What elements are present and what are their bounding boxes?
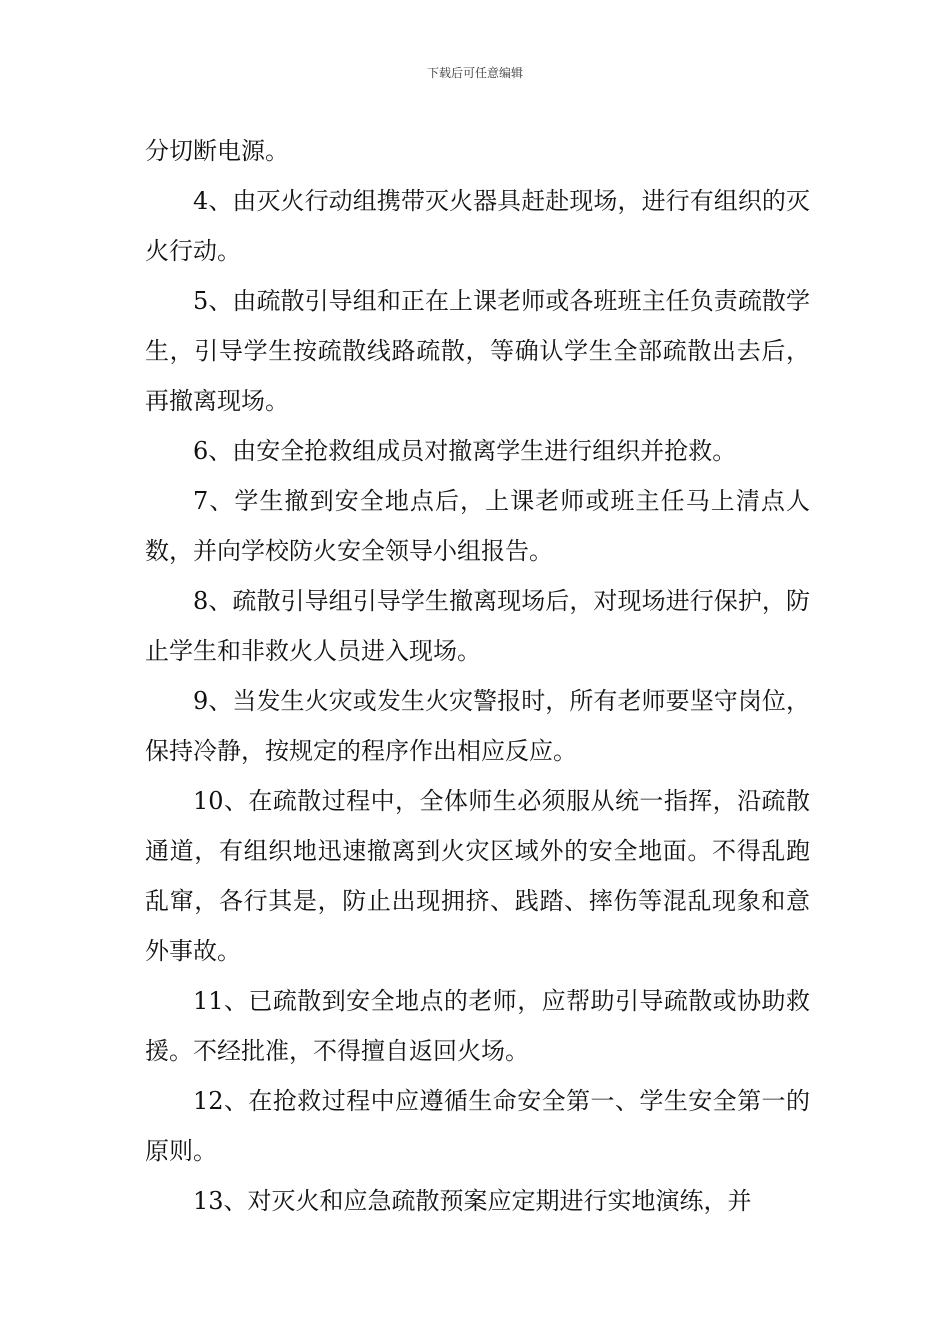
paragraph-item-13: 13、对灭火和应急疏散预案应定期进行实地演练，并 — [193, 1187, 752, 1215]
document-body — [145, 126, 810, 1226]
page-header-note: 下载后可任意编辑 — [426, 66, 523, 80]
paragraph-continuation: 分切断电源。 — [145, 137, 289, 165]
paragraph-item-9: 9、当发生火灾或发生火灾警报时，所有老师要坚守岗位，保持冷静，按规定的程序作出相应反应。 — [145, 687, 810, 765]
paragraph-item-11: 11、已疏散到安全地点的老师，应帮助引导疏散或协助救援。不经批准，不得擅自返回火场。 — [145, 987, 810, 1065]
paragraph-item-7: 7、学生撤到安全地点后，上课老师或班主任马上清点人数，并向学校防火安全领导小组报告。 — [145, 487, 810, 565]
paragraph-item-5: 5、由疏散引导组和正在上课老师或各班班主任负责疏散学生，引导学生按疏散线路疏散，等确认学生全部疏散出去后，再撤离现场。 — [145, 287, 810, 415]
paragraph-item-6: 6、由安全抢救组成员对撤离学生进行组织并抢救。 — [193, 437, 737, 465]
paragraph-item-12: 12、在抢救过程中应遵循生命安全第一、学生安全第一的原则。 — [145, 1087, 810, 1165]
paragraph-item-4: 4、由灭火行动组携带灭火器具赶赴现场，进行有组织的灭火行动。 — [145, 187, 810, 265]
paragraph-item-8: 8、疏散引导组引导学生撤离现场后，对现场进行保护，防止学生和非救火人员进入现场。 — [145, 587, 810, 665]
paragraph-item-10: 10、在疏散过程中，全体师生必须服从统一指挥，沿疏散通道，有组织地迅速撤离到火灾区域外的安全地面。不得乱跑乱窜，各行其是，防止出现拥挤、践踏、摔伤等混乱现象和意外事故。 — [145, 787, 810, 965]
